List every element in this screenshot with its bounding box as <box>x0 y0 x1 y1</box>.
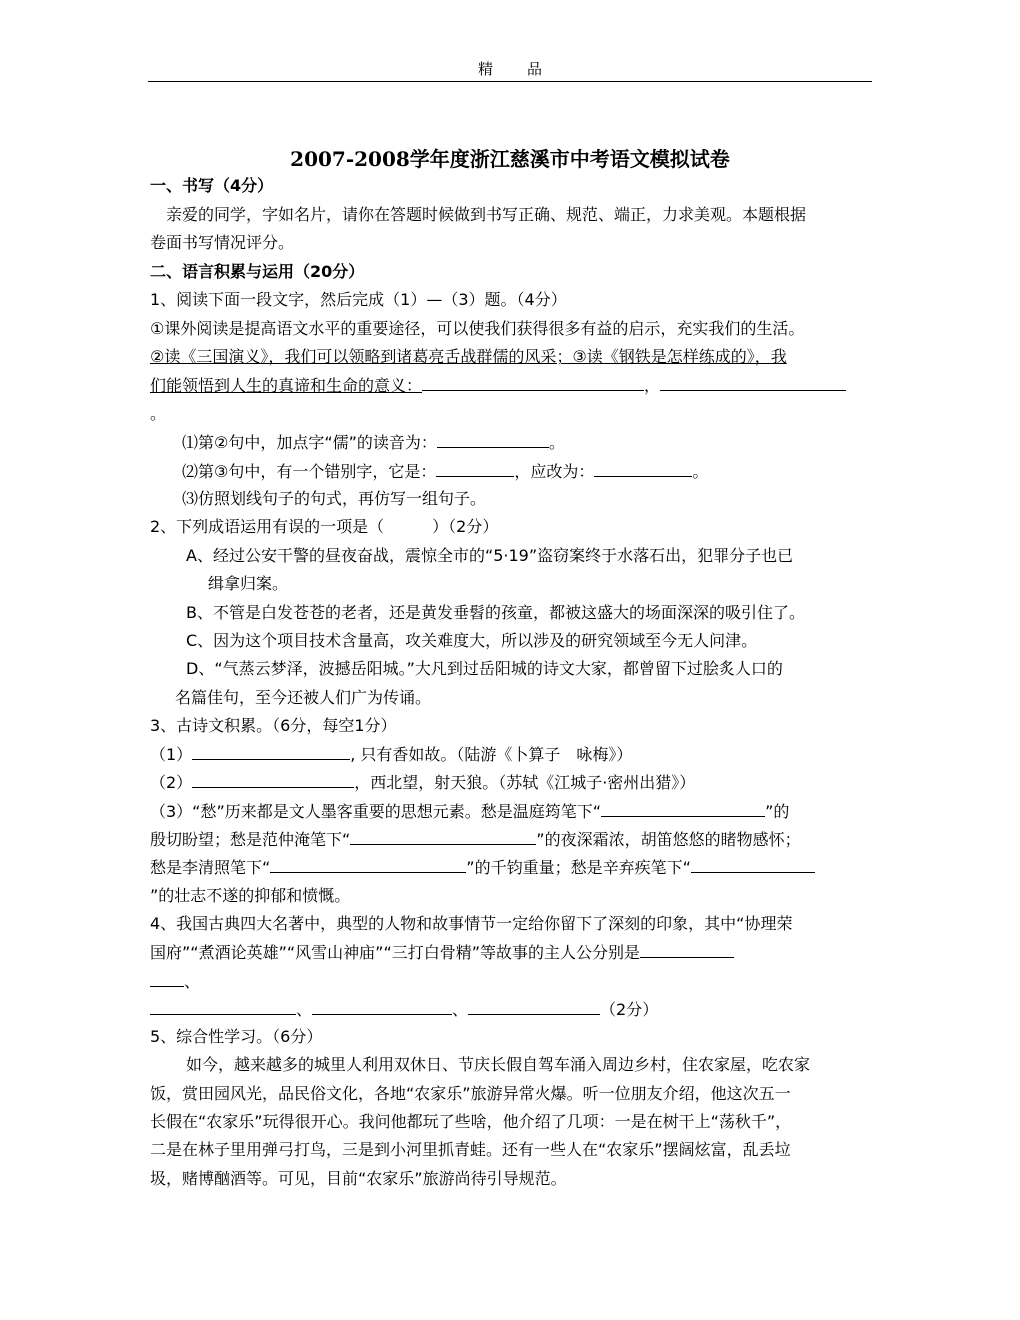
q3-item-3-line-2-end: ”的夜深霜浓，胡笛悠悠的睹物感怀； <box>536 830 801 849</box>
q1-sub-2-end: 。 <box>692 462 709 481</box>
q1-imitation-blank-1[interactable] <box>422 375 644 391</box>
q3-item-3-line-2-text: 殷切盼望；愁是范仲淹笔下“ <box>150 830 351 849</box>
q3-item-3-line-2 <box>150 829 801 850</box>
q3-item-3-blank-2[interactable] <box>350 829 536 845</box>
q3-item-3-line-4: ”的壮志不遂的抑郁和愤慨。 <box>150 886 351 905</box>
q1-sub-2 <box>182 461 708 482</box>
q1-imitation-blank-2[interactable] <box>660 375 846 391</box>
q3-item-1-blank[interactable] <box>192 744 350 760</box>
q4-line-3 <box>150 971 200 992</box>
q3-item-3-blank-3[interactable] <box>270 857 466 873</box>
q5-para-line-3: 长假在“农家乐”玩得很开心。我问他都玩了些啥，他介绍了几项：一是在树干上“荡秋千”， <box>150 1112 792 1131</box>
q3-item-3-blank-4[interactable] <box>691 857 815 873</box>
q2-option-a-line-2: 缉拿归案。 <box>208 574 289 593</box>
section-2-heading: 二、语言积累与运用（20分） <box>150 262 365 281</box>
q3-item-3-end: ”的 <box>765 802 790 821</box>
header-right: 品 <box>527 60 543 78</box>
q3-item-3-line-3-mid: ”的千钧重量；愁是辛弃疾笔下“ <box>466 858 691 877</box>
q1-sub-1-text: ⑴第②句中，加点字“儒”的读音为： <box>182 433 437 452</box>
q5-para-line-4: 二是在林子里用弹弓打鸟，三是到小河里抓青蛙。还有一些人在“农家乐”摆阔炫富，乱丢垃 <box>150 1140 791 1159</box>
q1-sub-2-blank-2[interactable] <box>594 461 692 477</box>
q4-line-1: 4、我国古典四大名著中，典型的人物和故事情节一定给你留下了深刻的印象，其中“协理荣 <box>150 914 793 933</box>
q1-comma: ， <box>644 376 661 395</box>
q3-item-3-text: （3）“愁”历来都是文人墨客重要的思想元素。愁是温庭筠笔下“ <box>150 802 602 821</box>
q3-item-3-line-3 <box>150 857 815 878</box>
q1-sub-1-blank[interactable] <box>437 432 549 448</box>
q5-para-line-1: 如今，越来越多的城里人利用双休日、节庆长假自驾车涌入周边乡村，住农家屋，吃农家 <box>186 1055 811 1074</box>
q1-sub-3: ⑶仿照划线句子的句式，再仿写一组句子。 <box>182 489 487 508</box>
section-1-heading: 一、书写（4分） <box>150 176 274 195</box>
q4-sep-3: 、 <box>452 1000 469 1019</box>
q1-passage-line-3 <box>150 375 846 396</box>
q1-passage-line-1: ①课外阅读是提高语文水平的重要途径，可以使我们获得很多有益的启示，充实我们的生活。 <box>150 319 805 338</box>
q3-item-2-blank[interactable] <box>192 772 354 788</box>
q2-option-d-line-2: 名篇佳句，至今还被人们广为传诵。 <box>175 688 432 707</box>
q5-stem: 5、综合性学习。（6分） <box>150 1027 323 1046</box>
q1-sub-1 <box>182 432 565 453</box>
header-divider <box>148 81 872 82</box>
q4-line-2-text: 国府”“煮酒论英雄”“风雪山神庙”“三打白骨精”等故事的主人公分别是 <box>150 943 641 962</box>
header-left: 精 <box>477 60 493 78</box>
q1-sub-2-blank-1[interactable] <box>436 461 514 477</box>
q3-item-3-line-1 <box>150 801 789 822</box>
q2-option-d-line-1: D、“气蒸云梦泽，波撼岳阳城。”大凡到过岳阳城的诗文大家，都曾留下过脍炙人口的 <box>186 659 783 678</box>
q3-item-3-blank-1[interactable] <box>601 801 765 817</box>
q3-item-3-line-3-text: 愁是李清照笔下“ <box>150 858 271 877</box>
q3-item-1-text: , 只有香如故。（陆游《卜算子 咏梅》） <box>350 745 633 764</box>
q4-blank-3[interactable] <box>312 999 452 1015</box>
q3-stem: 3、古诗文积累。（6分，每空1分） <box>150 716 397 735</box>
q3-item-1-label: （1） <box>150 745 193 764</box>
q1-passage-line-2: ②读《三国演义》，我们可以领略到诸葛亮舌战群儒的风采；③读《钢铁是怎样练成的》，我 <box>150 347 787 366</box>
q2-stem: 2、下列成语运用有误的一项是（ ）（2分） <box>150 517 499 536</box>
q1-passage-line-3-text: 们能领悟到人生的真谛和生命的意义： <box>150 376 423 395</box>
q3-item-2-text: ，西北望，射天狼。（苏轼《江城子·密州出猎》） <box>354 773 696 792</box>
q2-option-a-line-1: A、经过公安干警的昼夜奋战，震惊全市的“5·19”盗窃案终于水落石出，犯罪分子也已 <box>186 546 794 565</box>
q5-para-line-5: 圾，赌博酗酒等。可见，目前“农家乐”旅游尚待引导规范。 <box>150 1169 567 1188</box>
q1-sub-2-mid: ，应改为： <box>514 462 595 481</box>
q1-sub-1-end: 。 <box>548 433 565 452</box>
q4-sep-2: 、 <box>296 1000 313 1019</box>
q1-stem: 1、阅读下面一段文字，然后完成（1）—（3）题。（4分） <box>150 290 567 309</box>
q3-item-1 <box>150 744 632 765</box>
q4-blank-2[interactable] <box>150 999 296 1015</box>
q3-item-2 <box>150 772 695 793</box>
q5-para-line-2: 饭，赏田园风光，品民俗文化，各地“农家乐”旅游异常火爆。听一位朋友介绍，他这次五一 <box>150 1084 791 1103</box>
section-1-text-2: 卷面书写情况评分。 <box>150 233 295 252</box>
section-1-text-1: 亲爱的同学，字如名片，请你在答题时候做到书写正确、规范、端正，力求美观。本题根据 <box>166 205 807 224</box>
q4-blank-1-cont[interactable] <box>150 971 184 987</box>
q4-sep-1: 、 <box>184 972 201 991</box>
q4-score: （2分） <box>600 1000 659 1019</box>
q2-option-b: B、不管是白发苍苍的老者，还是黄发垂髫的孩童，都被这盛大的场面深深的吸引住了。 <box>186 603 805 622</box>
page-header <box>148 58 872 79</box>
q3-item-2-label: （2） <box>150 773 193 792</box>
q4-line-2 <box>150 942 734 963</box>
q1-passage-end: 。 <box>150 404 167 423</box>
q4-blank-4[interactable] <box>468 999 600 1015</box>
q1-sub-2-text: ⑵第③句中，有一个错别字，它是： <box>182 462 437 481</box>
page-title: 2007-2008学年度浙江慈溪市中考语文模拟试卷 <box>290 147 730 171</box>
q4-blank-1[interactable] <box>640 942 734 958</box>
q2-option-c: C、因为这个项目技术含量高，攻关难度大，所以涉及的研究领域至今无人问津。 <box>186 631 758 650</box>
q4-line-4 <box>150 999 658 1020</box>
